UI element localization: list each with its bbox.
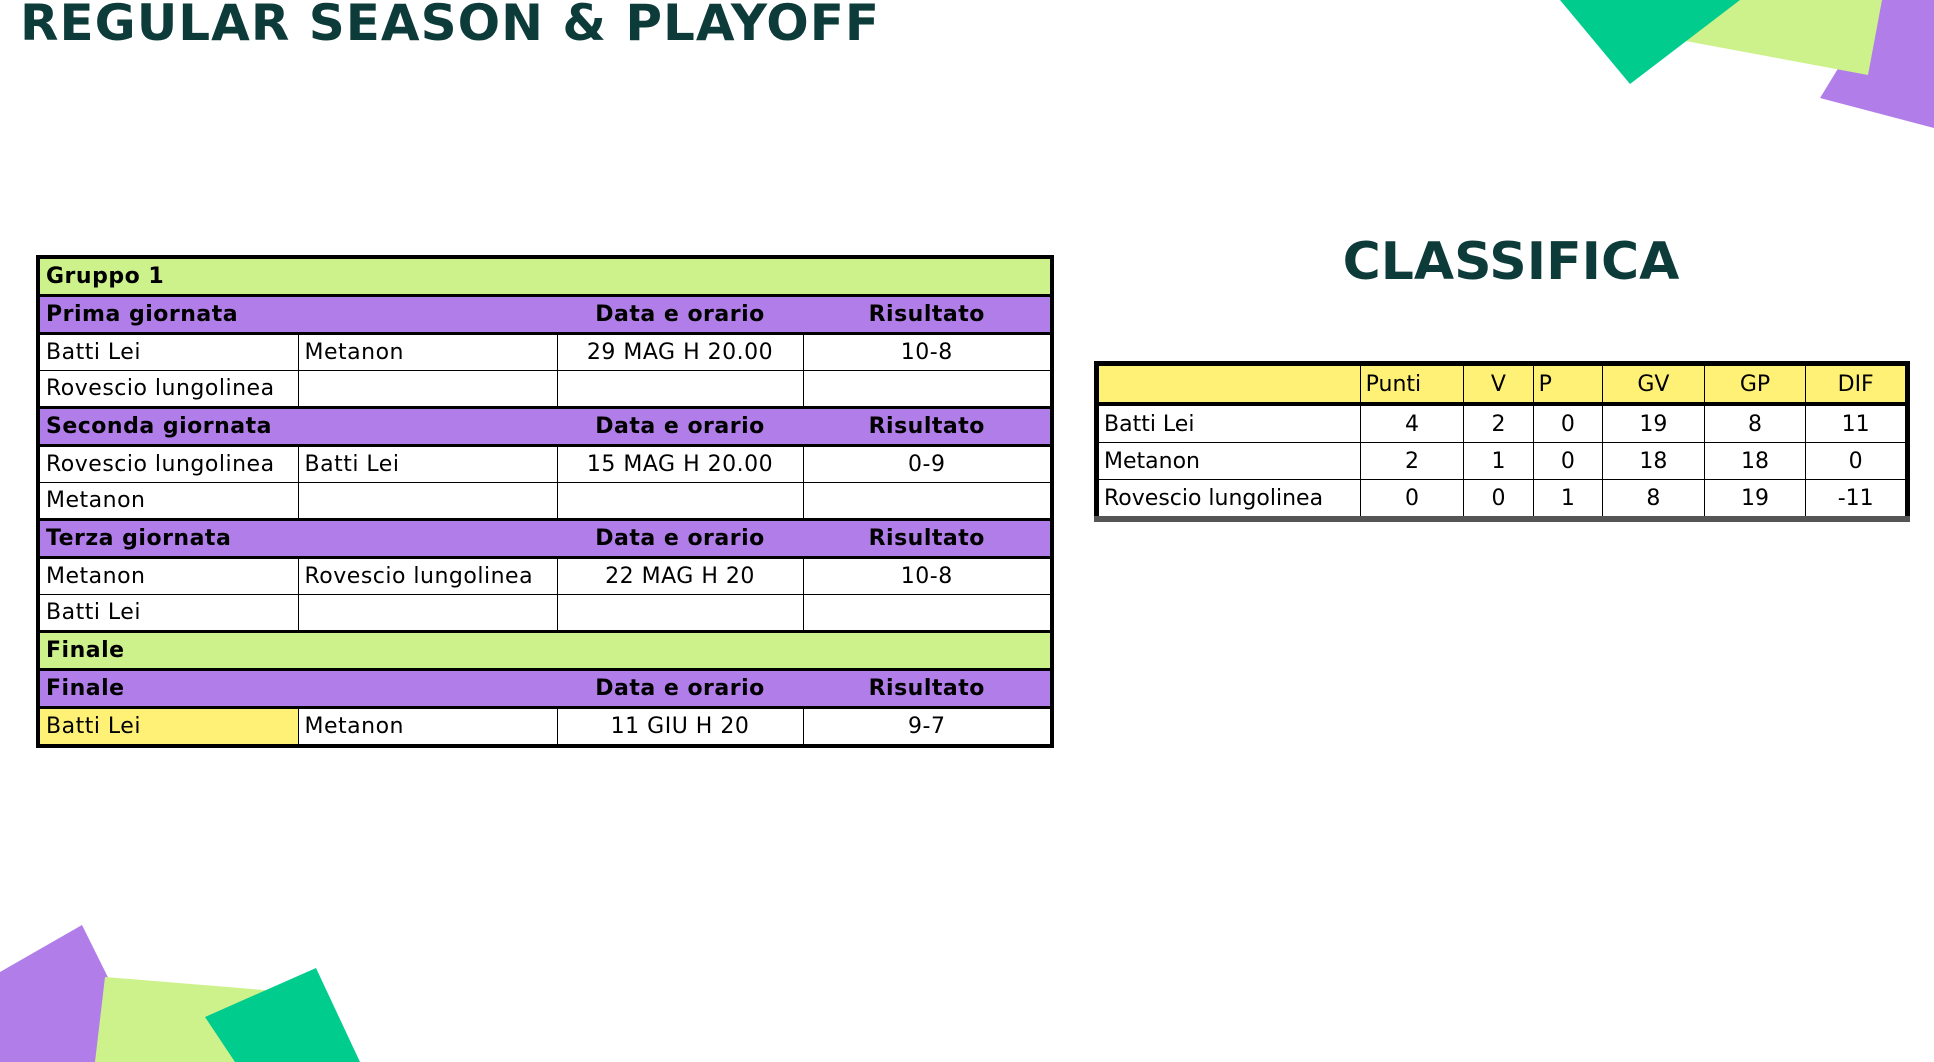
punti-value: 0 [1360,480,1464,520]
date-header: Data e orario [557,520,803,558]
team1-cell: Metanon [38,558,298,595]
team-name: Batti Lei [1097,404,1361,443]
v-value: 0 [1464,480,1533,520]
result-cell: 9-7 [803,708,1052,747]
p-value: 1 [1533,480,1602,520]
punti-value: 2 [1360,443,1464,480]
standings-header-row [1097,364,1908,405]
match-row [38,483,1052,520]
standings-header-team [1097,364,1361,405]
day-label: Prima giornata [38,296,298,334]
standings-header-dif: DIF [1806,364,1908,405]
date-header: Data e orario [557,408,803,446]
decorative-shapes-bottom-left [0,920,370,1062]
page-title: REGULAR SEASON & PLAYOFF [20,0,881,52]
standings-row [1097,404,1908,443]
gp-value: 8 [1704,404,1806,443]
p-value: 0 [1533,443,1602,480]
result-header: Risultato [803,520,1052,558]
result-cell [803,371,1052,408]
team2-cell [298,483,557,520]
result-header: Risultato [803,670,1052,708]
schedule-table [36,255,1054,748]
result-cell: 0-9 [803,446,1052,483]
group-header-row [38,257,1052,296]
match-row [38,446,1052,483]
team1-cell: Batti Lei [38,334,298,371]
date-header: Data e orario [557,670,803,708]
dif-value: -11 [1806,480,1908,520]
standings-row [1097,480,1908,520]
team2-cell: Metanon [298,708,557,747]
match-row [38,595,1052,632]
match-row [38,371,1052,408]
datetime-cell: 29 MAG H 20.00 [557,334,803,371]
standings-table [1094,361,1910,522]
p-value: 0 [1533,404,1602,443]
day-header-row [38,296,1052,334]
gp-value: 19 [1704,480,1806,520]
standings-header-punti: Punti [1360,364,1464,405]
team1-cell: Batti Lei [38,595,298,632]
day-label: Terza giornata [38,520,298,558]
datetime-cell: 15 MAG H 20.00 [557,446,803,483]
datetime-cell: 22 MAG H 20 [557,558,803,595]
team2-cell [298,595,557,632]
match-row [38,334,1052,371]
standings-row [1097,443,1908,480]
gv-value: 8 [1603,480,1705,520]
deco-teal-shape [205,968,360,1062]
result-header: Risultato [803,408,1052,446]
team1-cell: Metanon [38,483,298,520]
result-header: Risultato [803,296,1052,334]
standings-header-gp: GP [1704,364,1806,405]
result-cell [803,483,1052,520]
team2-cell [298,371,557,408]
gp-value: 18 [1704,443,1806,480]
day-header-row [38,408,1052,446]
standings-title: CLASSIFICA [1342,232,1680,292]
decorative-shapes-top-right [1540,0,1934,140]
standings-header-p: P [1533,364,1602,405]
match-row [38,558,1052,595]
date-header: Data e orario [557,296,803,334]
final-header-row [38,670,1052,708]
team2-cell: Metanon [298,334,557,371]
team2-cell: Rovescio lungolinea [298,558,557,595]
final-label: Finale [38,670,298,708]
datetime-cell [557,371,803,408]
datetime-cell [557,595,803,632]
day-label: Seconda giornata [38,408,298,446]
team1-cell: Rovescio lungolinea [38,371,298,408]
v-value: 2 [1464,404,1533,443]
gv-value: 19 [1603,404,1705,443]
day-header-row [38,520,1052,558]
result-cell: 10-8 [803,558,1052,595]
standings-header-v: V [1464,364,1533,405]
group-label: Gruppo 1 [38,257,298,296]
team1-cell: Rovescio lungolinea [38,446,298,483]
punti-value: 4 [1360,404,1464,443]
final-match-row [38,708,1052,747]
result-cell [803,595,1052,632]
team-name: Metanon [1097,443,1361,480]
gv-value: 18 [1603,443,1705,480]
final-group-label: Finale [38,632,298,670]
dif-value: 0 [1806,443,1908,480]
datetime-cell [557,483,803,520]
final-winner-cell: Batti Lei [38,708,298,747]
final-group-header-row [38,632,1052,670]
team2-cell: Batti Lei [298,446,557,483]
standings-header-gv: GV [1603,364,1705,405]
datetime-cell: 11 GIU H 20 [557,708,803,747]
dif-value: 11 [1806,404,1908,443]
v-value: 1 [1464,443,1533,480]
team-name: Rovescio lungolinea [1097,480,1361,520]
result-cell: 10-8 [803,334,1052,371]
